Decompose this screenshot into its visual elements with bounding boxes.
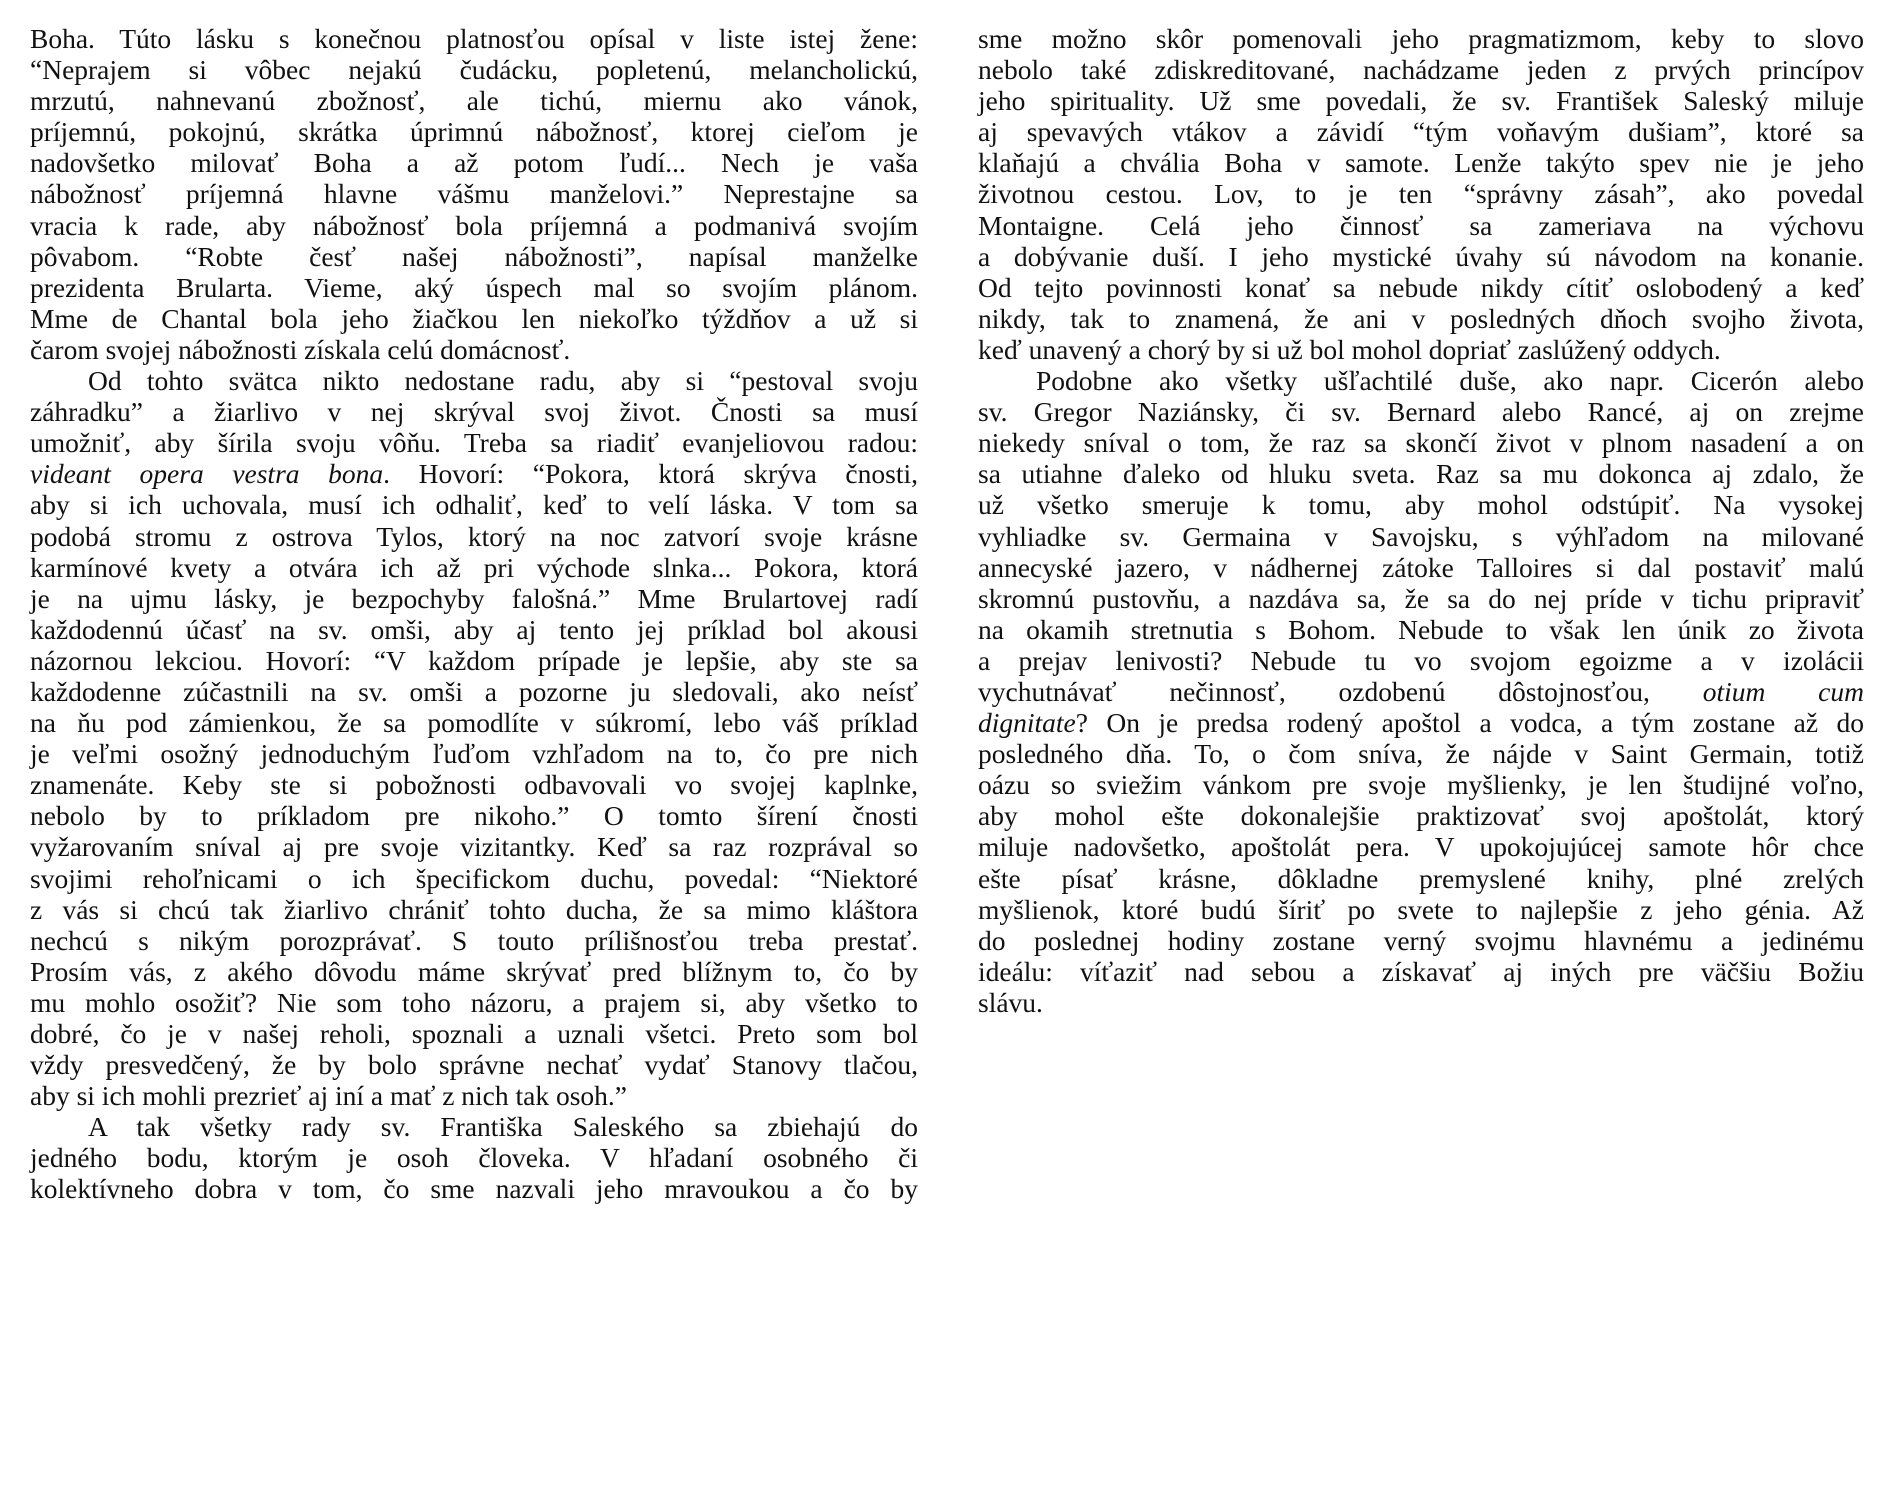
text-line <box>978 241 1864 272</box>
text-line <box>30 23 918 54</box>
line-text: Mme de Chantal bola jeho žiačkou len niekoľko týždňov a už si <box>30 302 918 334</box>
text-line <box>30 54 918 85</box>
line-text: vyžarovaním sníval aj pre svoje vizitantky. Keď sa raz rozprával so <box>30 831 918 863</box>
line-text: skromnú pustovňu, a nazdáva sa, že sa do nej príde v tichu pripraviť <box>978 582 1864 614</box>
text-line <box>978 54 1864 85</box>
line-text: na ňu pod zámienkou, že sa pomodlíte v súkromí, lebo váš príklad <box>30 707 918 739</box>
text-line <box>30 1142 918 1173</box>
text-line <box>978 458 1864 489</box>
line-text: nechcú s nikým porozprávať. S touto prílišnosťou treba prestať. <box>30 924 918 956</box>
line-text: prezidenta Brularta. Vieme, aký úspech mal so svojím plánom. <box>30 271 918 303</box>
italic-phrase: videant opera vestra bona <box>30 458 384 490</box>
text-line <box>978 987 1864 1018</box>
line-text: sv. Gregor Naziánsky, či sv. Bernard alebo Rancé, aj on zrejme <box>978 396 1864 428</box>
text-line <box>30 1173 918 1204</box>
text-line <box>30 1080 918 1111</box>
text-line <box>30 178 918 209</box>
italic-phrase: dignitate <box>978 707 1076 739</box>
text-line <box>978 303 1864 334</box>
text-line <box>30 1111 918 1142</box>
text-line <box>30 521 918 552</box>
line-text: sa utiahne ďaleko od hluku sveta. Raz sa mu dokonca aj zdalo, že <box>978 458 1864 490</box>
text-line <box>30 85 918 116</box>
text-line <box>978 831 1864 862</box>
line-text: nadovšetko milovať Boha a až potom ľudí... Nech je vaša <box>30 147 918 179</box>
line-text: a prejav lenivosti? Nebude tu vo svojom egoizme a v izolácii <box>978 644 1864 676</box>
line-text: A tak všetky rady sv. Františka Saleského sa zbiehajú do <box>88 1111 918 1143</box>
text-line <box>978 489 1864 520</box>
line-text: svojimi rehoľnicami o ich špecifickom duchu, povedal: “Niektoré <box>30 862 918 894</box>
line-text: záhradku” a žiarlivo v nej skrýval svoj život. Čnosti sa musí <box>30 396 918 428</box>
line-text: mu mohlo osožiť? Nie som toho názoru, a prajem si, aby všetko to <box>30 986 918 1018</box>
line-text: Montaigne. Celá jeho činnosť sa zameriava na výchovu <box>978 209 1864 241</box>
line-text: ideálu: víťaziť nad sebou a získavať aj iných pre väčšiu Božiu <box>978 955 1864 987</box>
line-text: každodenne zúčastnili na sv. omši a pozorne ju sledovali, ako neísť <box>30 675 918 707</box>
text-line <box>978 178 1864 209</box>
text-line <box>30 552 918 583</box>
text-line <box>978 738 1864 769</box>
text-line <box>30 645 918 676</box>
line-text: je veľmi osožný jednoduchým ľuďom vzhľadom na to, čo pre nich <box>30 738 918 770</box>
line-text: annecyské jazero, v nádhernej zátoke Talloires si dal postaviť malú <box>978 551 1864 583</box>
text-line <box>30 210 918 241</box>
line-text: Od tohto svätca nikto nedostane radu, aby si “pestoval svoju <box>88 365 918 397</box>
text-line <box>978 614 1864 645</box>
line-text: nebolo by to príkladom pre nikoho.” O tomto šírení čnosti <box>30 800 918 832</box>
line-text: posledného dňa. To, o čom sníva, že nájde v Saint Germain, totiž <box>978 738 1864 770</box>
line-text: sme možno skôr pomenovali jeho pragmatizmom, keby to slovo <box>978 23 1864 54</box>
line-text: Boha. Túto lásku s konečnou platnosťou opísal v liste istej žene: <box>30 23 918 54</box>
line-text: vyhliadke sv. Germaina v Savojsku, s výhľadom na milované <box>978 520 1864 552</box>
text-line <box>30 365 918 396</box>
text-line <box>978 365 1864 396</box>
text-line <box>30 489 918 520</box>
left-text-column <box>30 23 918 1205</box>
text-line <box>978 396 1864 427</box>
text-line <box>30 987 918 1018</box>
text-line <box>30 458 918 489</box>
text-line <box>30 769 918 800</box>
line-text: pôvabom. “Robte česť našej nábožnosti”, napísal manželke <box>30 240 918 272</box>
text-line <box>30 1049 918 1080</box>
text-line <box>30 738 918 769</box>
line-text: klaňajú a chvália Boha v samote. Lenže takýto spev nie je jeho <box>978 147 1864 179</box>
line-text: vždy presvedčený, že by bolo správne nechať vydať Stanovy tlačou, <box>30 1049 918 1081</box>
line-text: slávu. <box>978 986 1043 1018</box>
text-line <box>978 645 1864 676</box>
line-text: nábožnosť príjemná hlavne vášmu manželovi.” Neprestajne sa <box>30 178 918 210</box>
text-line <box>978 925 1864 956</box>
line-text: aby si ich uchovala, musí ich odhaliť, keď to velí láska. V tom sa <box>30 489 918 521</box>
line-text: nikdy, tak to znamená, že ani v posledných dňoch svojho života, <box>978 302 1864 334</box>
text-line <box>978 800 1864 831</box>
text-line <box>30 956 918 987</box>
text-line <box>30 427 918 458</box>
line-text: Prosím vás, z akého dôvodu máme skrývať pred blížnym to, čo by <box>30 955 918 987</box>
line-text: životnou cestou. Lov, to je ten “správny zásah”, ako povedal <box>978 178 1864 210</box>
line-text: Podobne ako všetky ušľachtilé duše, ako napr. Cicerón alebo <box>1036 365 1864 397</box>
line-text: znamenáte. Keby ste si pobožnosti odbavovali vo svojej kaplnke, <box>30 769 918 801</box>
text-line <box>30 241 918 272</box>
line-text: aby si ich mohli prezrieť aj iní a mať z nich tak osoh.” <box>30 1080 627 1112</box>
line-text: a dobývanie duší. I jeho mystické úvahy sú návodom na konanie. <box>978 240 1864 272</box>
line-text: je na ujmu lásky, je bezpochyby falošná.” Mme Brulartovej radí <box>30 582 918 614</box>
text-line <box>30 894 918 925</box>
text-line <box>978 863 1864 894</box>
line-text: na okamih stretnutia s Bohom. Nebude to však len únik zo života <box>978 613 1864 645</box>
text-line <box>30 1018 918 1049</box>
line-text: karmínové kvety a otvára ich až pri východe slnka... Pokora, ktorá <box>30 551 918 583</box>
text-line <box>30 303 918 334</box>
text-line <box>30 614 918 645</box>
right-text-column <box>978 23 1864 1018</box>
line-text: do poslednej hodiny zostane verný svojmu hlavnému a jedinému <box>978 924 1864 956</box>
text-line <box>30 800 918 831</box>
line-text: . Hovorí: “Pokora, ktorá skrýva čnosti, <box>383 458 918 490</box>
line-text: dobré, čo je v našej reholi, spoznali a uznali všetci. Preto som bol <box>30 1018 918 1049</box>
text-line <box>978 23 1864 54</box>
text-line <box>978 147 1864 178</box>
text-line <box>978 85 1864 116</box>
text-line <box>978 521 1864 552</box>
line-text: ? On je predsa rodený apoštol a vodca, a tým zostane až do <box>1075 707 1864 739</box>
text-line <box>30 583 918 614</box>
text-line <box>978 769 1864 800</box>
line-text: ešte písať krásne, dôkladne premyslené knihy, plné zrelých <box>978 862 1864 894</box>
line-text: kolektívneho dobra v tom, čo sme nazvali jeho mravoukou a čo by <box>30 1173 918 1205</box>
text-line <box>30 116 918 147</box>
text-line <box>978 272 1864 303</box>
line-text: miluje nadovšetko, apoštolát pera. V upokojujúcej samote hôr chce <box>978 831 1864 863</box>
text-line <box>978 552 1864 583</box>
line-text: vracia k rade, aby nábožnosť bola príjemná a podmanivá svojím <box>30 209 918 241</box>
text-line <box>978 676 1864 707</box>
text-line <box>30 676 918 707</box>
line-text: príjemnú, pokojnú, skrátka úprimnú nábožnosť, ktorej cieľom je <box>30 116 918 148</box>
text-line <box>978 583 1864 614</box>
line-text: podobá stromu z ostrova Tylos, ktorý na noc zatvorí svoje krásne <box>30 520 918 552</box>
text-line <box>30 831 918 862</box>
line-text: umožniť, aby šírila svoju vôňu. Treba sa riadiť evanjeliovou radou: <box>30 427 918 459</box>
line-text: “Neprajem si vôbec nejakú čudácku, popletenú, melancholickú, <box>30 54 918 86</box>
line-text: keď unavený a chorý by si už bol mohol dopriať zaslúžený oddych. <box>978 333 1721 365</box>
line-text: nebolo také zdiskreditované, nachádzame jeden z prvých princípov <box>978 54 1864 86</box>
text-line <box>978 707 1864 738</box>
line-text: názornou lekciou. Hovorí: “V každom prípade je lepšie, aby ste sa <box>30 644 918 676</box>
text-line <box>978 894 1864 925</box>
text-line <box>978 427 1864 458</box>
line-text: z vás si chcú tak žiarlivo chrániť tohto ducha, že sa mimo kláštora <box>30 893 918 925</box>
line-text: vychutnávať nečinnosť, ozdobenú dôstojnosťou, <box>978 675 1703 707</box>
italic-phrase: otium cum <box>1702 675 1864 707</box>
line-text: čarom svojej nábožnosti získala celú domácnosť. <box>30 333 571 365</box>
text-line <box>30 925 918 956</box>
text-line <box>30 147 918 178</box>
text-line <box>30 863 918 894</box>
line-text: myšlienok, ktoré budú šíriť po svete to najlepšie z jeho génia. Až <box>978 893 1864 925</box>
text-line <box>30 334 918 365</box>
line-text: niekedy sníval o tom, že raz sa skončí život v plnom nasadení a on <box>978 427 1864 459</box>
line-text: jedného bodu, ktorým je osoh človeka. V hľadaní osobného či <box>30 1142 918 1174</box>
text-line <box>978 210 1864 241</box>
line-text: Od tejto povinnosti konať sa nebude nikdy cítiť oslobodený a keď <box>978 271 1864 303</box>
line-text: aj spevavých vtákov a závidí “tým voňavým dušiam”, ktoré sa <box>978 116 1864 148</box>
text-line <box>978 334 1864 365</box>
text-line <box>978 956 1864 987</box>
text-line <box>30 396 918 427</box>
text-line <box>30 272 918 303</box>
line-text: oázu so sviežim vánkom pre svoje myšlienky, je len študijné voľno, <box>978 769 1864 801</box>
line-text: jeho spirituality. Už sme povedali, že sv. František Saleský miluje <box>978 85 1864 117</box>
line-text: už všetko smeruje k tomu, aby mohol odstúpiť. Na vysokej <box>978 489 1864 521</box>
line-text: každodennú účasť na sv. omši, aby aj tento jej príklad bol akousi <box>30 613 918 645</box>
line-text: aby mohol ešte dokonalejšie praktizovať svoj apoštolát, ktorý <box>978 800 1864 832</box>
text-line <box>30 707 918 738</box>
text-line <box>978 116 1864 147</box>
line-text: mrzutú, nahnevanú zbožnosť, ale tichú, miernu ako vánok, <box>30 85 918 117</box>
